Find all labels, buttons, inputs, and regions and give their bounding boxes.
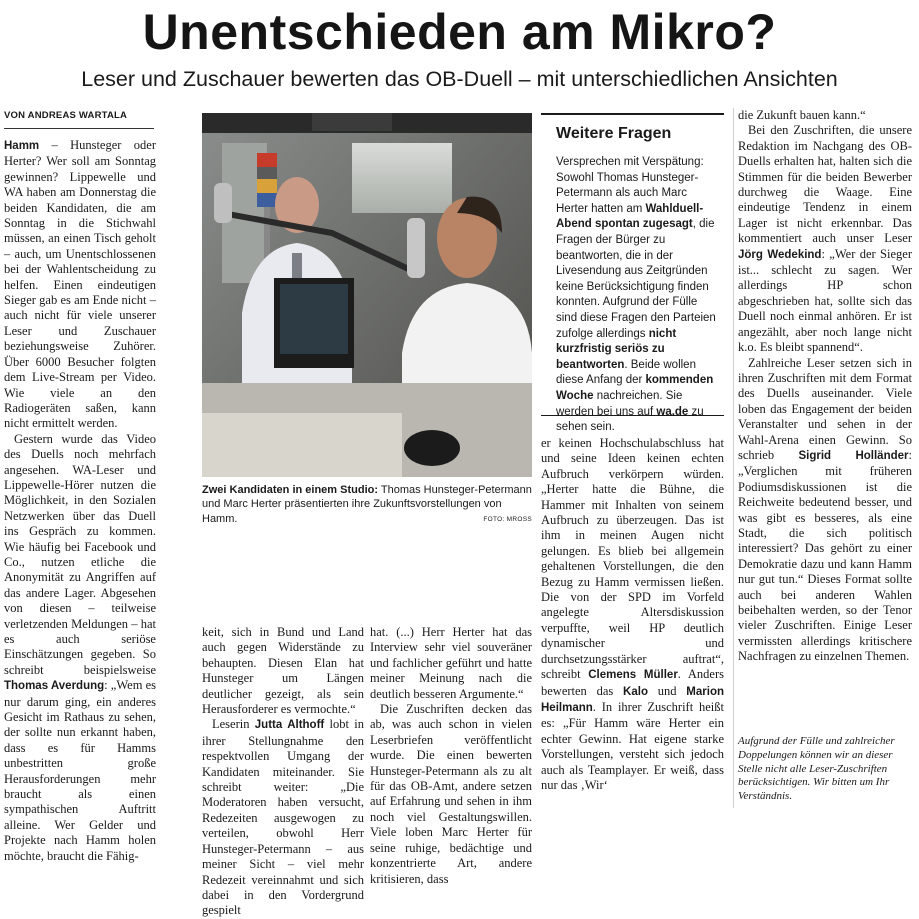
paragraph: er keinen Hochschulabschluss hat und seine Ideen keinen echten Aufbruch verkörpern würden. „Herter hatte die Bühne, die Hammer mit Inhalten von seinem Aufbruch zu überzeugen. Das ist ihm in meinen Augen nicht gelungen. Es blieb bei allgemein gehaltenen Vorstellungen, die den Bezug zu Hamm vermissen ließen. Die von der SPD im Vorfeld angelegte Altersdiskussion verpuffte, weil HP deutlich dynamischer und durchsetzungsstärker auftrat“, schreibt Clemens Müller. Anders bewerten das Kalo und Marion Heilmann. In ihrer Zuschrift heißt es: „Für Hamm wäre Herter ein echter Gewinn. Hat eigene starke Vorstellungen, versteht sich jedoch auch als Teamplayer. Er weiß, dass nur das ‚Wir‘ [541, 436, 725, 792]
box-text-run: Versprechen mit Verspätung: Sowohl Thomas Hunsteger-Petermann als auch Marc Herter hatten am [556, 156, 704, 215]
article-column-1 [4, 138, 156, 864]
caption-text: Thomas Hunsteger-Petermann und Marc Herter präsentierten ihre Zukunftsvorstellungen von Hamm. [202, 484, 532, 525]
caption-lead: Zwei Kandidaten in einem Studio: [202, 484, 379, 496]
info-box-text [556, 155, 721, 436]
byline: VON ANDREAS WARTALA [4, 110, 128, 121]
paragraph: Die Zuschriften decken das ab, was auch schon in vielen Leserbriefen veröffentlicht wurde. Die einen bewerten Hunsteger-Petermann als zu alt für das OB-Amt, andere setzen auf Erfahrung und sehen in ihm noch viel Gestaltungswillen. Viele loben Marc Herter für seine ruhige, bedächtige und konzentrierte Art, andere kritisieren, dass [370, 702, 532, 886]
paragraph: die Zukunft bauen kann.“ [738, 108, 866, 122]
box-text-run: nachreichen. Sie werden bei uns auf [556, 389, 683, 418]
paragraph: Bei den Zuschriften, die unsere Redaktion im Nachgang des OB-Duells erhalten hat, halten sich die Stimmen für die beiden Bewerber durchweg die Waage. Eine eindeutige Tendenz in einem Lager ist nicht erkennbar. Das kommentiert auch unser Leser Jörg Wedekind: „Wer der Sieger ist... schlecht zu sagen. Wer allerdings HP schon abgeschrieben hat, sollte sich das Duell noch einmal anhören. Er ist angezählt, aber noch lange nicht k.o. Es bleibt spannend“. [738, 123, 912, 355]
studio-photo [202, 113, 532, 477]
box-text-run: . Beide wollen diese Anfang der [556, 358, 696, 387]
headline: Unentschieden am Mikro? [142, 4, 777, 60]
box-text-run: , die Fragen der Bürger zu beantworten, die in der Livesendung aus Zeitgründen keine Berücksichtigung finden konnten. Aufgrund der Fülle sind diese Fragen den Parteien zufolge allerdings [556, 218, 716, 340]
box-text-run: zu sehen sein. [556, 405, 704, 434]
photo-caption [202, 483, 532, 526]
paragraph: Gestern wurde das Video des Duells noch mehrfach angesehen. WA-Leser und Lippewelle-Hörer nutzen die Möglichkeit, in den Sozialen Netzwerken über das Duell ins Gespräch zu kommen. Wie häufig bei Facebook und Co., nutzen etliche die Anonymität zu Angriffen auf das andere Lager. Abgesehen von diesen – teilweise verletzenden Meldungen – hat es auch seriöse Einschätzungen gegeben. So schreibt beispielsweise Thomas Averdung: „Wem es nur darum ging, ein anderes Gesicht im Rathaus zu sehen, der sollte nun erkannt haben, dass es für Hamms unbestritten große Herausforderungen mehr braucht als einen sympathischen Auftritt alleine. Wer Gelder und Projekte nach Hamm holen möchte, braucht die Fähig- [4, 431, 156, 863]
editor-note: Aufgrund der Fülle und zahlreicher Doppelungen können wir an dieser Stelle nicht alle Leser-Zuschriften berücksichtigen. Wir bitten um Ihr Verständnis. [738, 735, 895, 803]
box-text-emphasis: kommenden Woche [556, 374, 714, 402]
article-column-3 [370, 625, 532, 887]
article-column-2 [202, 625, 364, 919]
box-text-emphasis: nicht kurzfristig seriös zu beantworten [556, 327, 677, 371]
byline-rule [4, 128, 154, 129]
box-text-emphasis: wa.de [656, 405, 689, 418]
paragraph: keit, sich in Bund und Land auch gegen Widerstände zu behaupten. Diesen Elan hat Hunsteger um Längen deutlicher gezeigt, als sein Herausforderer es vermochte.“ [202, 625, 364, 717]
info-box-top-rule [541, 113, 724, 115]
photo-credit: FOTO: MROSS [483, 515, 532, 523]
info-box-title: Weitere Fragen [556, 125, 672, 142]
box-text-emphasis: Wahlduell-Abend spontan zugesagt [556, 202, 704, 231]
article-column-5 [738, 108, 912, 665]
paragraph: hat. (...) Herr Herter hat das Interview sehr viel souveräner und fachlicher geführt und hatte meiner Meinung nach die deutlich besseren Argumente.“ [370, 625, 532, 701]
column-divider [733, 108, 734, 808]
article-column-4 [541, 436, 724, 793]
studio-photo-image [202, 113, 532, 477]
paragraph: Leserin Jutta Althoff lobt in ihrer Stellungnahme den respektvollen Umgang der Kandidaten miteinander. Sie schreibt weiter: „Die Moderatoren haben versucht, Redezeiten ausgewogen zu verteilen, obwohl Herr Hunsteger-Petermann – aus meiner Sicht – viel mehr Redezeit vereinnahmt und sich dabei in den Vordergrund gespielt [202, 717, 364, 918]
subheadline: Leser und Zuschauer bewerten das OB-Duell – mit unterschiedlichen Ansichten [81, 67, 838, 91]
paragraph: Zahlreiche Leser setzen sich in ihren Zuschriften mit dem Format des Duells auseinander. Viele loben das Engagement der beiden Veranstalter und sehen in der Wahl-Arena einen Gewinn. So schrieb Sigrid Holländer: „Verglichen mit früheren Podiumsdiskussionen ist die Reichweite bedeutend besser, und was gibt es besseres, als eine Stadt, die sich politisch interessiert? Das gehört zu einer Demokratie dazu und kann Hamm nur gut tun.“ Dieses Format sollte auch bei anderen Wahlen beibehalten werden, so der Tenor vieler Zuschriften. Einige Leser vermissten allerdings kritischere Nachfragen zu einzelnen Themen. [738, 355, 912, 664]
paragraph: Hamm – Hunsteger oder Herter? Wer soll am Sonntag gewinnen? Lippewelle und WA haben am Donnerstag die beiden Kandidaten, die am Sonntag in die Stichwahl müssen, an einen Tisch geholt – auch, um Unentschlossenen bei der Wahlentscheidung zu helfen. Einen eindeutigen Sieger gab es am Ende nicht – auch nicht für viele unserer Leser und Zuschauer beziehungsweise Zuhörer. Über 6000 Besucher folgten dem Live-Stream per Video. Wie viele an den Radiogeräten saßen, kann nicht ermittelt werden. [4, 138, 156, 431]
